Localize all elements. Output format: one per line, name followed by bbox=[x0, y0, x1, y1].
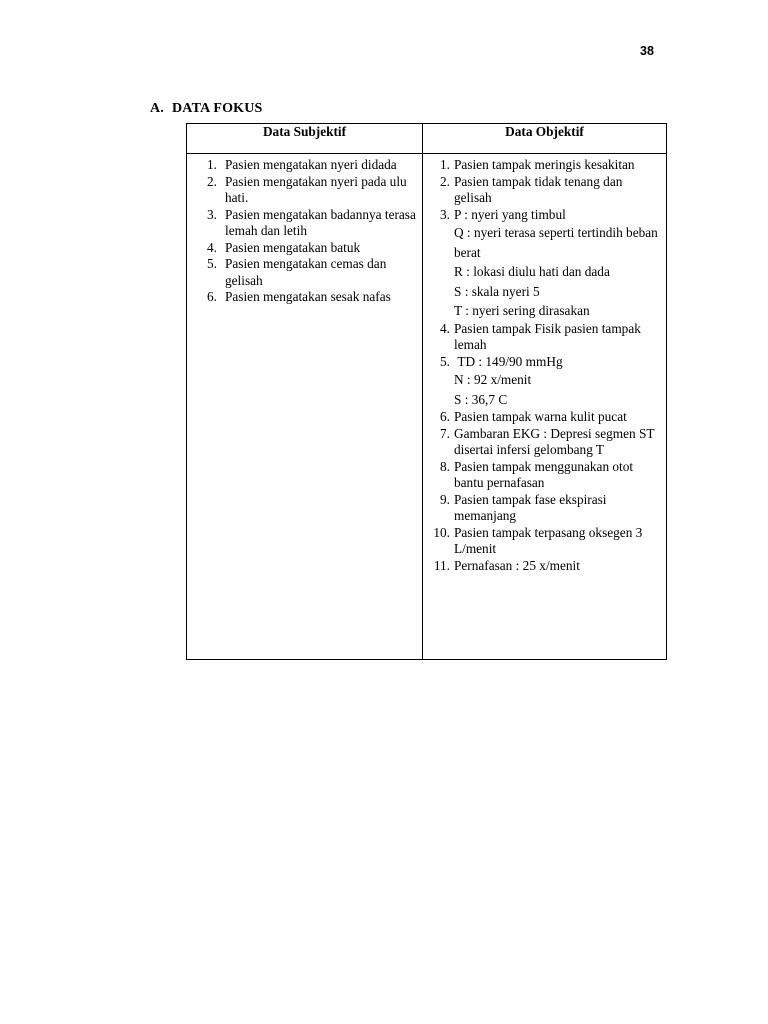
item-number: 9. bbox=[440, 491, 450, 507]
cell-subjektif bbox=[187, 154, 423, 660]
section-number: A. bbox=[150, 101, 165, 116]
item-line: Pasien mengatakan sesak nafas bbox=[225, 289, 391, 304]
item-text bbox=[454, 157, 660, 174]
item-text bbox=[454, 426, 660, 459]
item-line: Pasien mengatakan cemas dan gelisah bbox=[225, 256, 390, 288]
item-line: Pasien tampak Fisik pasien tampak lemah bbox=[454, 320, 645, 352]
subjektif-list bbox=[193, 157, 420, 306]
item-number: 3. bbox=[207, 206, 217, 222]
item-number: 8. bbox=[440, 458, 450, 474]
item-line: R : lokasi diulu hati dan dada bbox=[454, 264, 610, 279]
item-number: 11. bbox=[433, 557, 450, 573]
data-fokus-table bbox=[186, 123, 667, 660]
item-text bbox=[454, 525, 660, 558]
item-line: Pasien tampak terpasang oksegen 3 L/menit bbox=[454, 524, 646, 556]
item-text bbox=[454, 459, 660, 492]
item-line: Gambaran EKG : Depresi segmen ST disertai infersi gelombang T bbox=[454, 425, 658, 457]
list-item bbox=[429, 426, 660, 459]
table-header-row bbox=[187, 124, 667, 154]
item-number: 5. bbox=[440, 353, 450, 369]
item-line: T : nyeri sering dirasakan bbox=[454, 303, 590, 318]
list-item bbox=[193, 289, 416, 306]
item-text bbox=[225, 206, 420, 240]
list-item bbox=[429, 525, 660, 558]
list-item bbox=[429, 409, 660, 426]
list-item bbox=[193, 240, 416, 257]
list-item bbox=[429, 558, 660, 575]
item-number: 1. bbox=[440, 157, 450, 172]
list-item bbox=[193, 157, 416, 174]
list-item bbox=[193, 174, 416, 207]
list-item bbox=[429, 174, 660, 207]
item-number: 1. bbox=[207, 157, 217, 172]
page-number: 38 bbox=[640, 44, 654, 58]
list-item bbox=[193, 256, 416, 289]
item-text bbox=[225, 240, 416, 257]
item-text bbox=[225, 256, 416, 289]
item-line: S : 36,7 C bbox=[454, 391, 508, 407]
item-number: 7. bbox=[440, 425, 450, 441]
item-text bbox=[454, 492, 660, 525]
item-number: 6. bbox=[440, 409, 450, 424]
item-line: Pasien tampak tidak tenang dan gelisah bbox=[454, 173, 626, 205]
item-text bbox=[454, 354, 660, 410]
list-item bbox=[429, 157, 660, 174]
header-data-objektif: Data Objektif bbox=[423, 124, 667, 154]
list-item bbox=[429, 492, 660, 525]
section-title: DATA FOKUS bbox=[172, 101, 263, 116]
list-item bbox=[429, 207, 660, 321]
list-item bbox=[429, 459, 660, 492]
item-line: Pasien mengatakan batuk bbox=[225, 239, 361, 255]
item-line: Q : nyeri terasa seperti tertindih beban berat bbox=[454, 225, 662, 260]
list-item bbox=[429, 354, 660, 410]
item-text bbox=[454, 321, 660, 354]
objektif-list bbox=[429, 157, 660, 574]
item-line: N : 92 x/menit bbox=[454, 372, 532, 387]
table-row bbox=[187, 154, 667, 660]
item-text bbox=[225, 157, 416, 174]
item-text bbox=[454, 558, 660, 575]
item-number: 6. bbox=[207, 289, 217, 304]
list-item bbox=[193, 206, 420, 240]
header-data-subjektif: Data Subjektif bbox=[187, 124, 423, 154]
item-text bbox=[454, 409, 660, 426]
item-line: TD : 149/90 mmHg bbox=[454, 353, 563, 369]
item-line: S : skala nyeri 5 bbox=[454, 283, 540, 299]
item-line: Pasien mengatakan nyeri didada bbox=[225, 157, 397, 172]
item-number: 4. bbox=[207, 239, 217, 255]
item-number: 10. bbox=[433, 524, 450, 540]
item-text bbox=[225, 174, 416, 207]
list-item bbox=[429, 321, 660, 354]
item-number: 5. bbox=[207, 256, 217, 271]
item-line: Pasien tampak meringis kesakitan bbox=[454, 157, 635, 172]
item-number: 2. bbox=[207, 173, 217, 189]
item-line: P : nyeri yang timbul bbox=[454, 206, 566, 222]
item-number: 4. bbox=[440, 320, 450, 336]
item-text bbox=[225, 289, 416, 306]
item-number: 2. bbox=[440, 173, 450, 189]
section-heading bbox=[150, 101, 263, 117]
item-number: 3. bbox=[440, 206, 450, 222]
item-line: Pasien tampak menggunakan otot bantu pernafasan bbox=[454, 458, 637, 490]
cell-objektif bbox=[423, 154, 667, 660]
item-line: Pasien mengatakan badannya terasa lemah dan letih bbox=[225, 206, 420, 238]
item-text bbox=[454, 174, 660, 207]
item-text bbox=[454, 207, 660, 321]
item-line: Pasien tampak warna kulit pucat bbox=[454, 409, 627, 424]
item-line: Pasien tampak fase ekspirasi memanjang bbox=[454, 491, 610, 523]
item-line: Pasien mengatakan nyeri pada ulu hati. bbox=[225, 173, 410, 205]
item-line: Pernafasan : 25 x/menit bbox=[454, 557, 580, 573]
